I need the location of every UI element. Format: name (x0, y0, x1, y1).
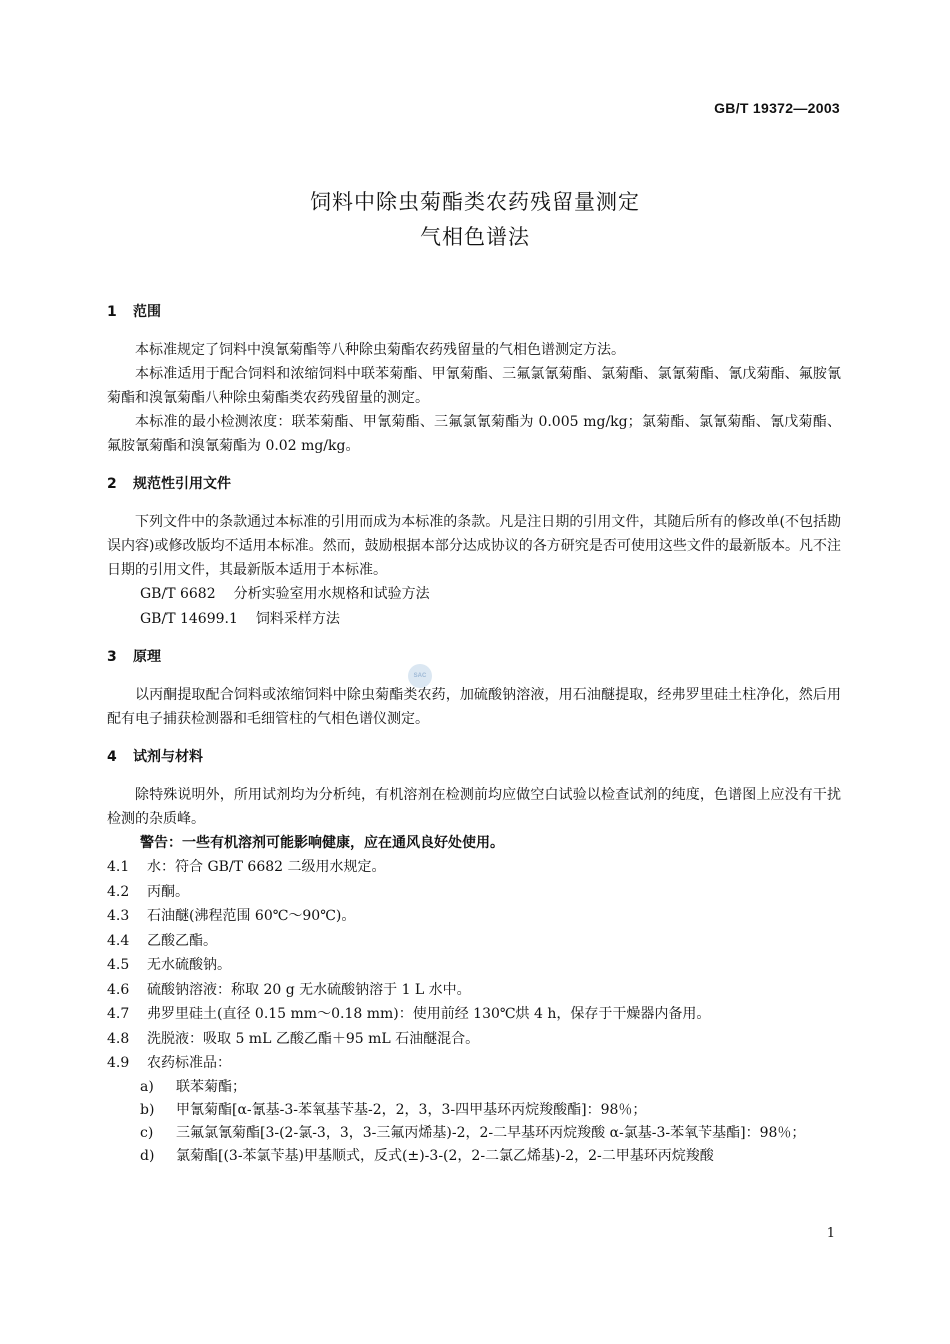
document-title: 饲料中除虫菊酯类农药残留量测定 (310, 190, 640, 214)
section-heading-principle (107, 645, 841, 669)
item-text: 洗脱液：吸取 5 mL 乙酸乙酯＋95 mL 石油醚混合。 (147, 1030, 480, 1047)
list-item (107, 904, 841, 929)
item-text: 石油醚(沸程范围 60℃～90℃)。 (147, 908, 356, 924)
sub-item-label: c) (140, 1124, 154, 1141)
paragraph: 本标准的最小检测浓度：联苯菊酯、甲氰菊酯、三氟氯氰菊酯为 0.005 mg/kg；氯菊酯、氯氰菊酯、氰戊菊酯、氟胺氰菊酯和溴氰菊酯为 0.02 mg/kg。 (107, 414, 841, 454)
item-number: 4.5 (107, 957, 130, 973)
item-text: 水：符合 GB/T 6682 二级用水规定。 (147, 859, 386, 875)
reference-code: GB/T 14699.1 (140, 610, 238, 627)
section-number: 1 (107, 304, 117, 320)
sub-item-label: a) (140, 1078, 154, 1095)
paragraph: 本标准规定了饲料中溴氰菊酯等八种除虫菊酯农药残留量的气相色谱测定方法。 (135, 342, 625, 358)
reference-title: 饲料采样方法 (255, 610, 340, 627)
sub-item-label: b) (140, 1101, 155, 1118)
item-text: 无水硫酸钠。 (147, 957, 231, 973)
reference-title: 分析实验室用水规格和试验方法 (233, 586, 430, 602)
reference-item (107, 607, 841, 632)
section-number: 2 (107, 476, 117, 492)
reference-item (107, 582, 841, 607)
sub-item-text: 三氟氯氰菊酯[3-(2-氯-3，3，3-三氟丙烯基)-2，2-二早基环丙烷羧酸 α-氯基-3-苯氧苄基酯]：98％； (176, 1124, 806, 1141)
section-number: 3 (107, 649, 117, 665)
section-heading-reagents (107, 745, 841, 769)
list-item (107, 978, 841, 1003)
sub-item-text: 联苯菊酯； (176, 1078, 246, 1095)
document-body (107, 300, 841, 1168)
section-title: 规范性引用文件 (133, 476, 231, 492)
item-text: 丙酮。 (147, 883, 189, 900)
item-number: 4.8 (107, 1030, 130, 1047)
paragraph: 下列文件中的条款通过本标准的引用而成为本标准的条款。凡是注日期的引用文件，其随后所有的修改单(不包括勘误内容)或修改版均不适用本标准。然而，鼓励根据本部分达成协议的各方研究是否可使用这些文件的最新版本。凡不注日期的引用文件，其最新版本适用于本标准。 (107, 514, 841, 578)
sac-watermark-icon: SAC (408, 664, 432, 688)
list-item (107, 1051, 841, 1076)
item-number: 4.4 (107, 932, 130, 949)
document-subtitle: 气相色谱法 (420, 225, 530, 249)
item-number: 4.3 (107, 908, 130, 924)
item-number: 4.2 (107, 883, 130, 900)
list-item (107, 929, 841, 954)
paragraph: 以丙酮提取配合饲料或浓缩饲料中除虫菊酯类农药，加硫酸钠溶液，用石油醚提取，经弗罗里硅土柱净化，然后用配有电子捕获检测器和毛细管柱的气相色谱仪测定。 (107, 687, 841, 727)
item-text: 弗罗里硅土(直径 0.15 mm～0.18 mm)：使用前经 130℃烘 4 h，保存于干燥器内备用。 (147, 1006, 711, 1022)
sub-item-label: d) (140, 1147, 155, 1164)
section-number: 4 (107, 749, 117, 765)
paragraph: 本标准适用于配合饲料和浓缩饲料中联苯菊酯、甲氰菊酯、三氟氯氰菊酯、氯菊酯、氯氰菊酯、氰戊菊酯、氟胺氰菊酯和溴氰菊酯八种除虫菊酯类农药残留量的测定。 (107, 366, 841, 406)
section-title: 范围 (133, 304, 161, 320)
page-number: 1 (826, 1226, 835, 1241)
standard-code: GB/T 19372—2003 (714, 100, 840, 116)
item-number: 4.7 (107, 1006, 130, 1022)
warning-text: 警告：一些有机溶剂可能影响健康，应在通风良好处使用。 (140, 835, 504, 851)
reference-code: GB/T 6682 (140, 586, 216, 602)
item-number: 4.6 (107, 981, 130, 998)
list-item (107, 953, 841, 978)
item-text: 乙酸乙酯。 (147, 932, 217, 949)
item-number: 4.1 (107, 859, 130, 875)
item-number: 4.9 (107, 1055, 130, 1071)
sub-item-text: 甲氰菊酯[α-氰基-3-苯氧基苄基-2，2，3，3-四甲基环丙烷羧酸酯]：98％； (176, 1101, 647, 1118)
section-heading-scope (107, 300, 841, 324)
sub-list-item (107, 1122, 841, 1145)
list-item (107, 1002, 841, 1027)
item-text: 农药标准品： (147, 1055, 231, 1071)
list-item (107, 880, 841, 905)
list-item (107, 855, 841, 880)
sub-list-item (107, 1145, 841, 1168)
sub-list-item (107, 1076, 841, 1099)
sub-list-item (107, 1099, 841, 1122)
item-text: 硫酸钠溶液：称取 20 g 无水硫酸钠溶于 1 L 水中。 (147, 981, 471, 998)
sub-item-text: 氯菊酯[(3-苯氯苄基)甲基顺式，反式(±)-3-(2，2-二氯乙烯基)-2，2-二甲基环丙烷羧酸 (176, 1147, 714, 1164)
section-title: 试剂与材料 (133, 749, 203, 765)
section-title: 原理 (133, 649, 161, 665)
section-heading-references (107, 472, 841, 496)
list-item (107, 1027, 841, 1052)
paragraph: 除特殊说明外，所用试剂均为分析纯，有机溶剂在检测前均应做空白试验以检查试剂的纯度，色谱图上应没有干扰检测的杂质峰。 (107, 787, 841, 827)
